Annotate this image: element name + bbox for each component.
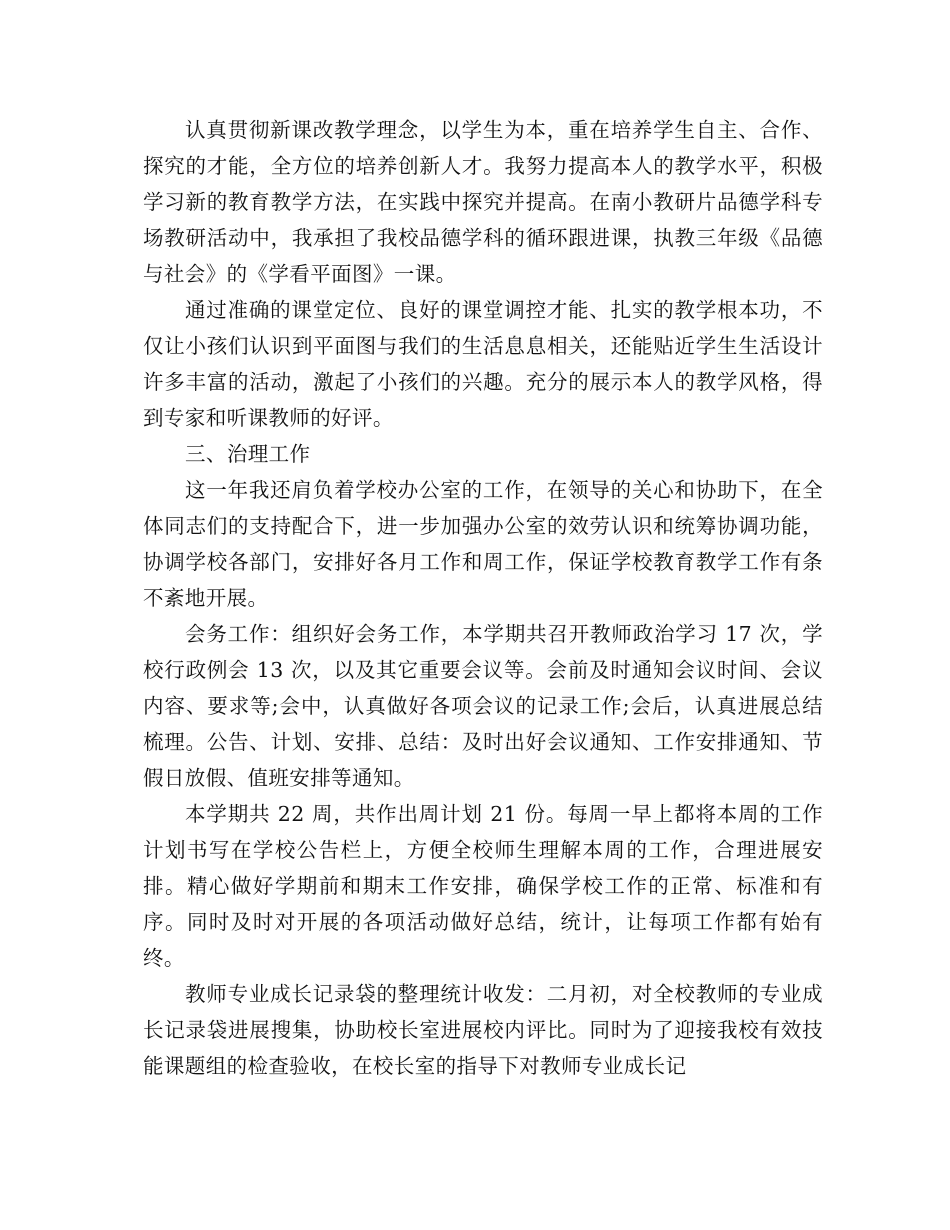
paragraph-classroom-lesson: 通过准确的课堂定位、良好的课堂调控才能、扎实的教学根本功，不仅让小孩们认识到平面图与我们的生活息息相关，还能贴近学生生活设计许多丰富的活动，激起了小孩们的兴趣。充分的展示本人的教学风格，得到专家和听课教师的好评。 [143,298,823,430]
paragraph-office-work: 这一年我还肩负着学校办公室的工作，在领导的关心和协助下，在全体同志们的支持配合下，进一步加强办公室的效劳认识和统筹协调功能，协调学校各部门，安排好各月工作和周工作，保证学校教育教学工作有条不紊地开展。 [143,478,823,610]
paragraph-weekly-plans: 本学期共 22 周，共作出周计划 21 份。每周一早上都将本周的工作计划书写在学校公告栏上，方便全校师生理解本周的工作，合理进展安排。精心做好学期前和期末工作安排，确保学校工作的正常、标准和有序。同时及时对开展的各项活动做好总结，统计，让每项工作都有始有终。 [143,802,823,970]
paragraph-meeting-work: 会务工作：组织好会务工作，本学期共召开教师政治学习 17 次，学校行政例会 13 次，以及其它重要会议等。会前及时通知会议时间、会议内容、要求等;会中，认真做好各项会议的记录工作;会后，认真进展总结梳理。公告、计划、安排、总结：及时出好会议通知、工作安排通知、节假日放假、值班安排等通知。 [143,622,823,790]
section-heading: 三、治理工作 [185,442,311,466]
paragraph-teaching-philosophy: 认真贯彻新课改教学理念，以学生为本，重在培养学生自主、合作、探究的才能，全方位的培养创新人才。我努力提高本人的教学水平，积极学习新的教育教学方法，在实践中探究并提高。在南小教研片品德学科专场教研活动中，我承担了我校品德学科的循环跟进课，执教三年级《品德与社会》的《学看平面图》一课。 [143,118,823,286]
document-body [143,112,823,1084]
paragraph-growth-records: 教师专业成长记录袋的整理统计收发：二月初，对全校教师的专业成长记录袋进展搜集，协助校长室进展校内评比。同时为了迎接我校有效技能课题组的检查验收，在校长室的指导下对教师专业成长记 [143,982,823,1078]
